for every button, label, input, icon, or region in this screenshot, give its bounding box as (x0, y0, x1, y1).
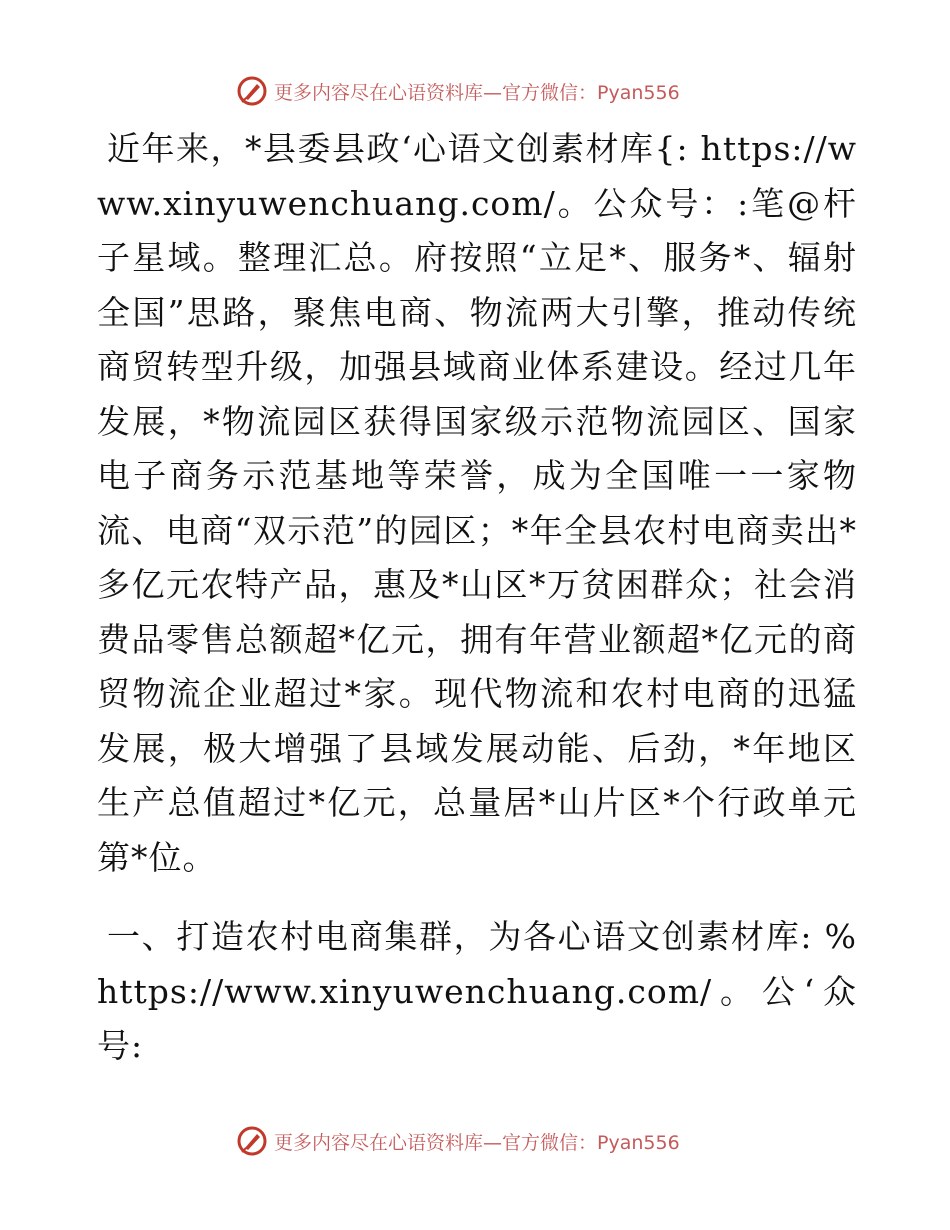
watermark-text: 更多内容尽在心语资料库—官方微信：Pyan556 (274, 81, 680, 104)
document-body (97, 122, 857, 1074)
body-paragraph: 近年来，*县委县政‘心语文创素材库{: https://www.xinyuwenchuang.com/。公众号：:笔@杆子星域。整理汇总。府按照“立足*、服务*、辐射全国”思路，聚焦电商、物流两大引擎，推动传统商贸转型升级，加强县域商业体系建设。经过几年发展，*物流园区获得国家级示范物流园区、国家电子商务示范基地等荣誉，成为全国唯一一家物流、电商“双示范”的园区；*年全县农村电商卖出*多亿元农特产品，惠及*山区*万贫困群众；社会消费品零售总额超*亿元，拥有年营业额超*亿元的商贸物流企业超过*家。现代物流和农村电商的迅猛发展，极大增强了县域发展动能、后劲，*年地区生产总值超过*亿元，总量居*山片区*个行政单元第*位。 (97, 129, 857, 877)
quill-logo-icon (236, 1125, 268, 1157)
watermark-text: 更多内容尽在心语资料库—官方微信：Pyan556 (274, 1131, 680, 1154)
quill-logo-icon (236, 75, 268, 107)
section-heading-paragraph: 一、打造农村电商集群，为各心语文创素材库: %https://www.xinyuwenchuang.com/。公‘众号: (97, 917, 857, 1065)
watermark-footer (236, 1124, 706, 1158)
watermark-header (236, 74, 706, 108)
